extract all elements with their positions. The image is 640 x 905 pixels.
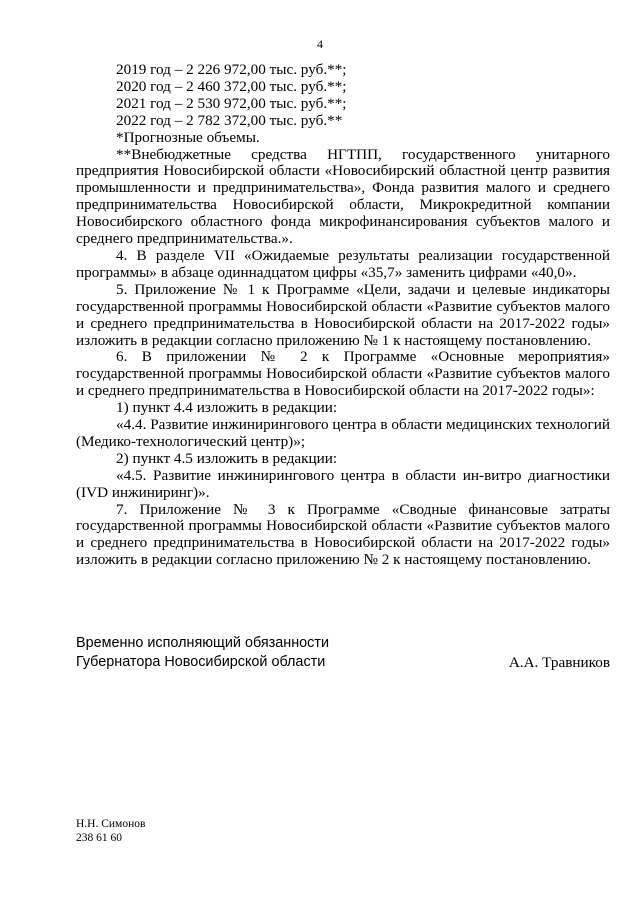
funding-2021: 2021 год – 2 530 972,00 тыс. руб.**; [116, 94, 347, 112]
paragraph-4: 4. В разделе VII «Ожидаемые результаты реализации государственной программы» в абзаце одиннадцатом цифры «35,7» заменить цифрами «40,0». [76, 246, 610, 281]
paragraph-6-item-2-text: «4.5. Развитие инжинирингового центра в области ин-витро диагностики (IVD инжиниринг)». [76, 466, 610, 501]
page-number: 4 [317, 37, 323, 51]
paragraph-6-item-1-text: «4.4. Развитие инжинирингового центра в области медицинских технологий (Медико-технологический центр)»; [76, 416, 610, 450]
funding-2019: 2019 год – 2 226 972,00 тыс. руб.**; [116, 61, 347, 78]
paragraph-5: 5. Приложение № 1 к Программе «Цели, задачи и целевые индикаторы государственной программы Новосибирской области «Развитие субъектов малого и среднего предпринимательства в Новосибирской области на 2017-2022 годы» изложить в редакции согласно приложению № 1 к настоящему постановлению. [76, 280, 610, 349]
paragraph-6-item-1: 1) пункт 4.4 изложить в редакции: [116, 399, 338, 417]
executor-name: Н.Н. Симонов [76, 818, 146, 830]
signature-block [76, 634, 610, 672]
note-forecast: *Прогнозные объемы. [116, 128, 260, 146]
executor-block [76, 817, 145, 845]
funding-2022: 2022 год – 2 782 372,00 тыс. руб.** [116, 111, 343, 129]
executor-phone: 238 61 60 [76, 832, 122, 844]
note-extrabudget: **Внебюджетные средства НГТПП, государственного унитарного предприятия Новосибирской области «Новосибирский областной центр развития промышленности и предпринимательства», Фонда развития малого и среднего предпринимательства Новосибирской области, Микрокредитной компании Новосибирского областного фонда микрофинансирования субъектов малого и среднего предпринимательства.». [76, 145, 610, 248]
document-body [76, 62, 610, 569]
signatory-name: А.А. Травников [508, 654, 610, 671]
signatory-title-line1: Временно исполняющий обязанности [76, 635, 330, 651]
signatory-title-line2: Губернатора Новосибирской области [76, 654, 326, 670]
paragraph-6: 6. В приложении № 2 к Программе «Основные мероприятия» государственной программы Новосибирской области «Развитие субъектов малого и среднего предпринимательства в Новосибирской области на 2017-2022 годы»: [76, 348, 610, 400]
paragraph-7: 7. Приложение № 3 к Программе «Сводные финансовые затраты государственной программы Новосибирской области «Развитие субъектов малого и среднего предпринимательства в Новосибирской области на 2017-2022 годы» изложить в редакции согласно приложению № 2 к настоящему постановлению. [76, 500, 610, 569]
signatory-line [76, 653, 610, 672]
funding-2020: 2020 год – 2 460 372,00 тыс. руб.**; [116, 77, 347, 95]
paragraph-6-item-2: 2) пункт 4.5 изложить в редакции: [116, 449, 338, 467]
